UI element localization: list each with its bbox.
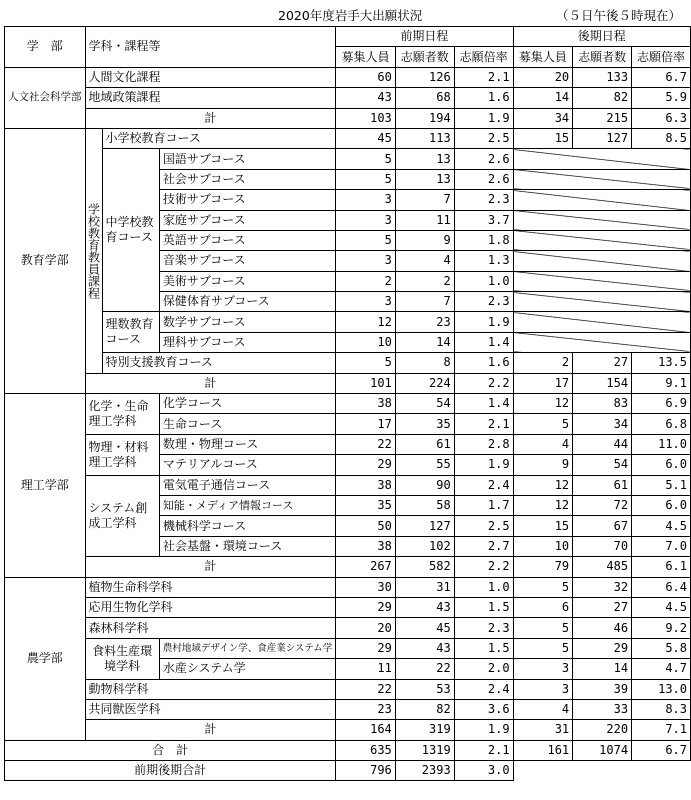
cell-value: 5 — [513, 638, 573, 658]
table-row — [5, 597, 691, 617]
cell-value: 50 — [336, 516, 396, 536]
cell-value: 34 — [573, 414, 632, 434]
cell-value: 1.8 — [454, 230, 513, 250]
cell-value: 5.9 — [632, 88, 691, 108]
cell-value: 1.0 — [454, 577, 513, 597]
cell-value: 8.3 — [632, 699, 691, 719]
cell-value: 35 — [395, 414, 454, 434]
table-row — [5, 312, 691, 332]
cell-value: 82 — [573, 88, 632, 108]
header-gakka: 学科・課程等 — [85, 27, 336, 68]
cell-value: 2 — [336, 271, 396, 291]
row-name: 社会基盤・環境コース — [159, 536, 335, 556]
row-name: 人間文化課程 — [85, 67, 336, 87]
subtotal-row — [5, 108, 691, 128]
cell-value: 126 — [395, 67, 454, 87]
empty-cell — [513, 190, 690, 210]
empty-cell — [513, 271, 690, 291]
cell-value: 220 — [573, 720, 632, 740]
header-row-1 — [5, 27, 691, 47]
faculty-kyouiku: 教育学部 — [5, 128, 86, 393]
cell-value: 1.3 — [454, 251, 513, 271]
table-row — [5, 67, 691, 87]
cell-value: 2.0 — [454, 659, 513, 679]
cell-value: 1.6 — [454, 353, 513, 373]
cell-value: 6.9 — [632, 394, 691, 414]
cell-value: 6.7 — [632, 67, 691, 87]
cell-value: 2.6 — [454, 149, 513, 169]
table-row — [5, 149, 691, 169]
cell-value: 34 — [513, 108, 573, 128]
cell-value: 6.1 — [632, 557, 691, 577]
cell-value: 31 — [513, 720, 573, 740]
cell-value: 2.3 — [454, 190, 513, 210]
empty-cell — [513, 761, 690, 781]
cell-value: 46 — [573, 618, 632, 638]
cell-value: 7 — [395, 292, 454, 312]
cell-value: 164 — [336, 720, 396, 740]
subgroup-shokuryo: 食料生産環境学科 — [85, 638, 159, 679]
cell-value: 61 — [573, 475, 632, 495]
row-name: 応用生物化学科 — [85, 597, 336, 617]
cell-value: 12 — [513, 394, 573, 414]
row-name: 英語サブコース — [159, 230, 335, 250]
cell-value: 1.4 — [454, 394, 513, 414]
cell-value: 6.3 — [632, 108, 691, 128]
subtotal-row — [5, 720, 691, 740]
row-name: 計 — [85, 108, 336, 128]
subgroup-risuu: 理数教育コース — [102, 312, 159, 353]
cell-value: 2.8 — [454, 434, 513, 454]
cell-value: 6.0 — [632, 495, 691, 515]
row-name: 森林科学科 — [85, 618, 336, 638]
cell-value: 33 — [573, 699, 632, 719]
cell-value: 4 — [395, 251, 454, 271]
cell-value: 7 — [395, 190, 454, 210]
cell-value: 10 — [336, 332, 396, 352]
cell-value: 22 — [336, 434, 396, 454]
row-name: 知能・メディア情報コース — [159, 495, 335, 515]
header-gakubu: 学 部 — [5, 27, 86, 68]
cell-value: 267 — [336, 557, 396, 577]
cell-value: 113 — [395, 128, 454, 148]
table-row — [5, 475, 691, 495]
cell-value: 17 — [513, 373, 573, 393]
cell-value: 1.9 — [454, 720, 513, 740]
cell-value: 5 — [513, 577, 573, 597]
header-kouki: 後期日程 — [513, 27, 690, 47]
cell-value: 127 — [573, 128, 632, 148]
empty-cell — [513, 149, 690, 169]
cell-value: 9 — [395, 230, 454, 250]
cell-value: 9.1 — [632, 373, 691, 393]
grand-total-row — [5, 761, 691, 781]
cell-value: 14 — [573, 659, 632, 679]
cell-value: 3.0 — [454, 761, 513, 781]
cell-value: 2.1 — [454, 67, 513, 87]
cell-value: 7.0 — [632, 536, 691, 556]
cell-value: 79 — [513, 557, 573, 577]
cell-value: 2.4 — [454, 679, 513, 699]
cell-value: 39 — [573, 679, 632, 699]
cell-value: 58 — [395, 495, 454, 515]
cell-value: 1.9 — [454, 312, 513, 332]
row-name: 特別支援教育コース — [102, 353, 336, 373]
cell-value: 31 — [395, 577, 454, 597]
cell-value: 3 — [513, 659, 573, 679]
cell-value: 90 — [395, 475, 454, 495]
row-name: 保健体育サブコース — [159, 292, 335, 312]
cell-value: 23 — [395, 312, 454, 332]
cell-value: 2 — [513, 353, 573, 373]
cell-value: 7.1 — [632, 720, 691, 740]
cell-value: 22 — [336, 679, 396, 699]
row-name: 技術サブコース — [159, 190, 335, 210]
cell-value: 4.5 — [632, 597, 691, 617]
cell-value: 2.3 — [454, 292, 513, 312]
cell-value: 4.5 — [632, 516, 691, 536]
cell-value: 2.5 — [454, 516, 513, 536]
table-row — [5, 394, 691, 414]
table-row — [5, 434, 691, 454]
cell-value: 161 — [513, 740, 573, 760]
header-bairitsu: 志願倍率 — [632, 47, 691, 67]
cell-value: 2.1 — [454, 414, 513, 434]
cell-value: 6 — [513, 597, 573, 617]
subgroup-system: システム創成工学科 — [85, 475, 159, 557]
cell-value: 2393 — [395, 761, 454, 781]
empty-cell — [513, 251, 690, 271]
application-status-table — [4, 26, 691, 781]
cell-value: 3 — [336, 292, 396, 312]
cell-value: 32 — [573, 577, 632, 597]
cell-value: 3 — [336, 251, 396, 271]
cell-value: 13.5 — [632, 353, 691, 373]
cell-value: 133 — [573, 67, 632, 87]
cell-value: 70 — [573, 536, 632, 556]
row-name: 計 — [85, 720, 336, 740]
cell-value: 9.2 — [632, 618, 691, 638]
cell-value: 1.5 — [454, 597, 513, 617]
cell-value: 215 — [573, 108, 632, 128]
cell-value: 15 — [513, 516, 573, 536]
cell-value: 101 — [336, 373, 396, 393]
timestamp: （５日午後５時現在） — [556, 8, 682, 23]
empty-cell — [513, 312, 690, 332]
cell-value: 23 — [336, 699, 396, 719]
cell-value: 45 — [336, 128, 396, 148]
cell-value: 9 — [513, 455, 573, 475]
cell-value: 11 — [336, 659, 396, 679]
subtotal-row — [5, 557, 691, 577]
row-name: 機械科学コース — [159, 516, 335, 536]
cell-value: 2.2 — [454, 557, 513, 577]
title-bar — [0, 6, 691, 24]
cell-value: 2 — [395, 271, 454, 291]
row-name: 理科サブコース — [159, 332, 335, 352]
row-name: 動物科学科 — [85, 679, 336, 699]
faculty-rikou: 理工学部 — [5, 394, 86, 578]
cell-value: 14 — [395, 332, 454, 352]
table-row — [5, 679, 691, 699]
row-name: 国語サブコース — [159, 149, 335, 169]
empty-cell — [513, 169, 690, 189]
cell-value: 6.4 — [632, 577, 691, 597]
cell-value: 54 — [573, 455, 632, 475]
cell-value: 83 — [573, 394, 632, 414]
cell-value: 4 — [513, 434, 573, 454]
cell-value: 20 — [513, 67, 573, 87]
cell-value: 127 — [395, 516, 454, 536]
cell-value: 11.0 — [632, 434, 691, 454]
cell-value: 102 — [395, 536, 454, 556]
row-name: 小学校教育コース — [102, 128, 336, 148]
cell-value: 1.9 — [454, 455, 513, 475]
cell-value: 796 — [336, 761, 396, 781]
cell-value: 27 — [573, 597, 632, 617]
cell-value: 44 — [573, 434, 632, 454]
cell-value: 3 — [336, 190, 396, 210]
cell-value: 53 — [395, 679, 454, 699]
cell-value: 1.5 — [454, 638, 513, 658]
cell-value: 10 — [513, 536, 573, 556]
cell-value: 224 — [395, 373, 454, 393]
cell-value: 15 — [513, 128, 573, 148]
faculty-nou: 農学部 — [5, 577, 86, 740]
cell-value: 3.7 — [454, 210, 513, 230]
cell-value: 1319 — [395, 740, 454, 760]
row-name: 植物生命科学科 — [85, 577, 336, 597]
cell-value: 4 — [513, 699, 573, 719]
cell-value: 72 — [573, 495, 632, 515]
cell-value: 38 — [336, 475, 396, 495]
header-shigan: 志願者数 — [395, 47, 454, 67]
cell-value: 2.7 — [454, 536, 513, 556]
subgroup-chugaku: 中学校教育コース — [102, 149, 159, 312]
cell-value: 5 — [336, 149, 396, 169]
row-name: 数理・物理コース — [159, 434, 335, 454]
cell-value: 5 — [513, 414, 573, 434]
cell-value: 29 — [336, 638, 396, 658]
subtotal-row — [5, 373, 691, 393]
header-boshu: 募集人員 — [513, 47, 573, 67]
cell-value: 2.2 — [454, 373, 513, 393]
table-row — [5, 618, 691, 638]
table-row — [5, 88, 691, 108]
cell-value: 3 — [513, 679, 573, 699]
cell-value: 45 — [395, 618, 454, 638]
cell-value: 27 — [573, 353, 632, 373]
faculty-jinbun: 人文社会科学部 — [5, 67, 86, 128]
cell-value: 154 — [573, 373, 632, 393]
cell-value: 60 — [336, 67, 396, 87]
cell-value: 38 — [336, 536, 396, 556]
cell-value: 1.4 — [454, 332, 513, 352]
cell-value: 29 — [573, 638, 632, 658]
cell-value: 6.8 — [632, 414, 691, 434]
cell-value: 43 — [336, 88, 396, 108]
cell-value: 3.6 — [454, 699, 513, 719]
cell-value: 2.1 — [454, 740, 513, 760]
table-row — [5, 577, 691, 597]
cell-value: 582 — [395, 557, 454, 577]
row-name: マテリアルコース — [159, 455, 335, 475]
empty-cell — [513, 332, 690, 352]
row-name: 水産システム学 — [159, 659, 335, 679]
row-name: 美術サブコース — [159, 271, 335, 291]
header-boshu: 募集人員 — [336, 47, 396, 67]
table-row — [5, 699, 691, 719]
cell-value: 29 — [336, 455, 396, 475]
cell-value: 13 — [395, 149, 454, 169]
table-row — [5, 353, 691, 373]
cell-value: 5 — [513, 618, 573, 638]
cell-value: 20 — [336, 618, 396, 638]
cell-value: 17 — [336, 414, 396, 434]
subgroup-kagaku: 化学・生命理工学科 — [85, 394, 159, 435]
cell-value: 68 — [395, 88, 454, 108]
table-row — [5, 638, 691, 658]
cell-value: 67 — [573, 516, 632, 536]
row-name: 共同獣医学科 — [85, 699, 336, 719]
cell-value: 1074 — [573, 740, 632, 760]
cell-value: 13 — [395, 169, 454, 189]
cell-value: 1.7 — [454, 495, 513, 515]
row-name: 家庭サブコース — [159, 210, 335, 230]
cell-value: 14 — [513, 88, 573, 108]
table-row — [5, 128, 691, 148]
cell-value: 6.0 — [632, 455, 691, 475]
row-name: 音楽サブコース — [159, 251, 335, 271]
total-label: 合 計 — [5, 740, 336, 760]
cell-value: 29 — [336, 597, 396, 617]
cell-value: 5 — [336, 230, 396, 250]
row-name: 電気電子通信コース — [159, 475, 335, 495]
cell-value: 2.5 — [454, 128, 513, 148]
subgroup-butsuri: 物理・材料理工学科 — [85, 434, 159, 475]
subgroup-gakkou: 学校教育教員課程 — [85, 128, 102, 373]
cell-value: 319 — [395, 720, 454, 740]
cell-value: 1.6 — [454, 88, 513, 108]
row-name: 化学コース — [159, 394, 335, 414]
row-name: 生命コース — [159, 414, 335, 434]
row-name: 社会サブコース — [159, 169, 335, 189]
grand-total-label: 前期後期合計 — [5, 761, 336, 781]
cell-value: 1.0 — [454, 271, 513, 291]
cell-value: 194 — [395, 108, 454, 128]
cell-value: 5.1 — [632, 475, 691, 495]
empty-cell — [513, 210, 690, 230]
cell-value: 43 — [395, 638, 454, 658]
cell-value: 35 — [336, 495, 396, 515]
row-name: 計 — [85, 373, 336, 393]
cell-value: 12 — [513, 495, 573, 515]
cell-value: 8 — [395, 353, 454, 373]
cell-value: 8.5 — [632, 128, 691, 148]
cell-value: 13.0 — [632, 679, 691, 699]
cell-value: 3 — [336, 210, 396, 230]
cell-value: 635 — [336, 740, 396, 760]
cell-value: 22 — [395, 659, 454, 679]
cell-value: 2.6 — [454, 169, 513, 189]
cell-value: 5.8 — [632, 638, 691, 658]
row-name: 農村地域デザイン学、食産業システム学 — [159, 638, 335, 658]
cell-value: 2.3 — [454, 618, 513, 638]
cell-value: 12 — [513, 475, 573, 495]
total-row — [5, 740, 691, 760]
cell-value: 2.4 — [454, 475, 513, 495]
row-name: 数学サブコース — [159, 312, 335, 332]
cell-value: 5 — [336, 169, 396, 189]
header-shigan: 志願者数 — [573, 47, 632, 67]
page-title: 2020年度岩手大出願状況 — [278, 8, 423, 23]
cell-value: 55 — [395, 455, 454, 475]
empty-cell — [513, 292, 690, 312]
header-bairitsu: 志願倍率 — [454, 47, 513, 67]
cell-value: 43 — [395, 597, 454, 617]
cell-value: 54 — [395, 394, 454, 414]
cell-value: 4.7 — [632, 659, 691, 679]
cell-value: 1.9 — [454, 108, 513, 128]
header-zenki: 前期日程 — [336, 27, 513, 47]
empty-cell — [513, 230, 690, 250]
cell-value: 30 — [336, 577, 396, 597]
cell-value: 82 — [395, 699, 454, 719]
cell-value: 485 — [573, 557, 632, 577]
cell-value: 103 — [336, 108, 396, 128]
row-name: 計 — [85, 557, 336, 577]
cell-value: 12 — [336, 312, 396, 332]
cell-value: 11 — [395, 210, 454, 230]
cell-value: 5 — [336, 353, 396, 373]
cell-value: 61 — [395, 434, 454, 454]
cell-value: 6.7 — [632, 740, 691, 760]
cell-value: 38 — [336, 394, 396, 414]
row-name: 地域政策課程 — [85, 88, 336, 108]
